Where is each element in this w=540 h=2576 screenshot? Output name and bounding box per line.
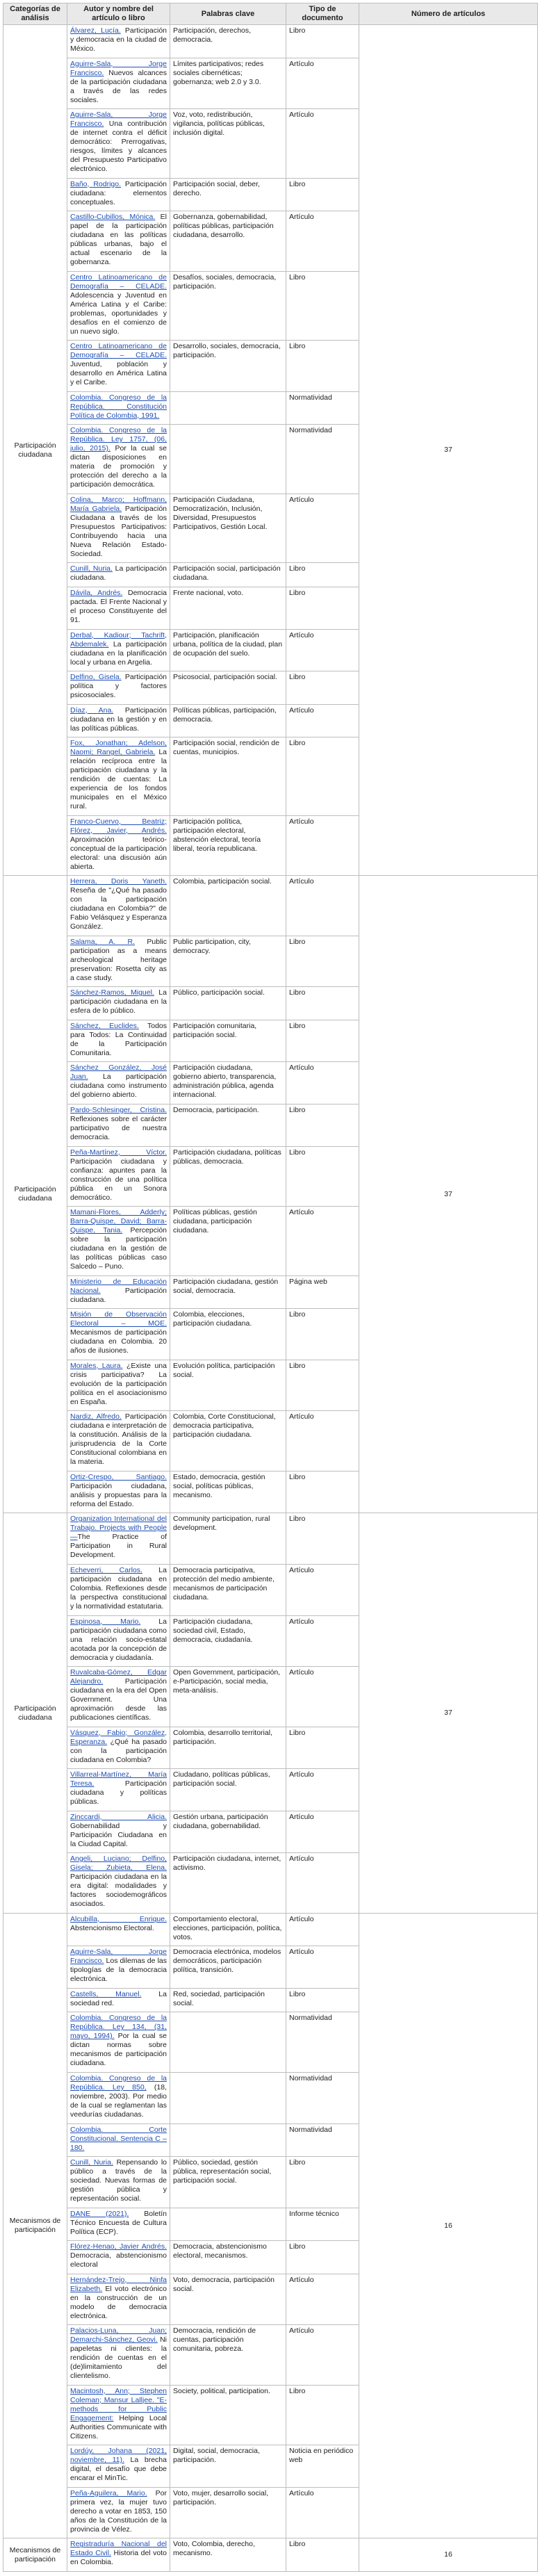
document-type-cell: Libro [286, 671, 359, 705]
reference-cell [67, 2241, 170, 2274]
reference-link[interactable]: Baño, Rodrigo. [70, 179, 122, 188]
keywords-cell: Desarrollo, sociales, democracia, participación. [170, 341, 286, 392]
reference-title: Reflexiones sobre el carácter participativo de nuestra democracia. [70, 1115, 167, 1142]
reference-cell [67, 563, 170, 587]
category-cell: Participación ciudadana [3, 876, 67, 1513]
keywords-cell: Participación social, deber, derecho. [170, 178, 286, 211]
header-autor: Autor y nombre del artículo o libro [67, 3, 170, 25]
document-type-cell: Artículo [286, 1913, 359, 1946]
reference-title: Participación ciudadana e interpretación de la constitución. Análisis de la jurisprudencia de la Corte Constitucional colombiana en la materia. [70, 1412, 167, 1467]
reference-title: Participación ciudadana y políticas públicas. [70, 1779, 167, 1807]
document-type-cell: Libro [286, 587, 359, 630]
keywords-cell: Society, political, participation. [170, 2385, 286, 2445]
reference-link[interactable]: Morales, Laura. [70, 1361, 123, 1370]
keywords-cell [170, 2123, 286, 2157]
reference-link[interactable]: Peña-Aguilera, Mario. [70, 2488, 147, 2497]
keywords-cell: Colombia, Corte Constitucional, democracia participativa, participación ciudadana. [170, 1411, 286, 1472]
keywords-cell [170, 425, 286, 494]
article-count-cell: 37 [359, 25, 538, 876]
reference-cell [67, 1146, 170, 1207]
reference-title: ¿Existe una crisis participativa? La evolución de la participación política en el asociacionismo en España. [70, 1361, 167, 1406]
document-type-cell: Artículo [286, 1811, 359, 1853]
reference-link[interactable]: Colombia. Congreso de la República. Ley 1757, (06, julio, 2015). [70, 426, 167, 453]
document-type-cell: Artículo [286, 109, 359, 179]
reference-link[interactable]: Lordúy, Johana (2021, noviembre, 11). [70, 2447, 167, 2465]
category-cell: Mecanismos de participación [3, 1913, 67, 2538]
keywords-cell: Desafíos, sociales, democracia, participación. [170, 271, 286, 341]
reference-title: La participación ciudadana en la esfera de lo público. [70, 988, 167, 1016]
reference-cell [67, 737, 170, 816]
reference-link[interactable]: Derbal, Kadiour; Tachrift, Abdemalek. [70, 630, 167, 649]
reference-cell [67, 704, 170, 737]
document-type-cell: Artículo [286, 815, 359, 876]
reference-title: Todos para Todos: La Continuidad de la Participación Comunitaria. [70, 1021, 167, 1057]
reference-cell [67, 1913, 170, 1946]
document-type-cell: Libro [286, 737, 359, 816]
keywords-cell: Voz, voto, redistribución, vigilancia, políticas públicas, inclusión digital. [170, 109, 286, 179]
reference-title: Percepción sobre la participación ciudadana en la gestión de las políticas públicas caso Salcedo – Puno. [70, 1226, 167, 1271]
reference-title: Por la cual se dictan normas sobre mecanismos de participación ciudadana. [70, 2032, 167, 2068]
reference-cell [67, 1309, 170, 1360]
table-row [3, 1513, 538, 1565]
reference-link[interactable]: Castillo-Cubillos, Mónica. [70, 213, 156, 222]
reference-cell [67, 2274, 170, 2325]
keywords-cell: Psicosocial, participación social. [170, 671, 286, 705]
document-type-cell: Normatividad [286, 391, 359, 425]
document-type-cell: Artículo [286, 1615, 359, 1667]
reference-link[interactable]: Colina, Marco; Hoffmann, María Gabriela. [70, 495, 167, 513]
reference-title: Por la cual se dictan disposiciones en materia de promoción y protección del derecho a la participación democrática. [70, 444, 167, 489]
reference-title: La participación ciudadana como instrumento del gobierno abierto. [70, 1073, 167, 1100]
reference-cell [67, 425, 170, 494]
header-categoria: Categorías de análisis [3, 3, 67, 25]
reference-title: Ni papeletas ni clientes: la rendición de cuentas en el (de)limitamiento del clientelismo. [70, 2335, 167, 2381]
reference-link[interactable]: Centro Latinoamericano de Demografía – CELADE. [70, 342, 167, 360]
reference-title: La brecha digital, el desafío que debe encarar el MinTic. [70, 2456, 167, 2483]
document-type-cell: Artículo [286, 211, 359, 272]
reference-title: Participación ciudadana: elementos conceptuales. [70, 179, 167, 206]
document-type-cell: Libro [286, 2538, 359, 2572]
reference-link[interactable]: Pardo-Schlesinger, Cristina. [70, 1106, 167, 1115]
reference-cell [67, 1207, 170, 1276]
reference-link[interactable]: Registraduría Nacional del Estado Civil. [70, 2540, 167, 2558]
reference-title: Participación ciudadana en la gestión y en las políticas públicas. [70, 706, 167, 733]
reference-title: Mecanismos de participación ciudadana en Colombia. 20 años de ilusiones. [70, 1328, 167, 1355]
reference-cell [67, 1471, 170, 1513]
reference-link[interactable]: Sánchez-Ramos, Miguel. [70, 988, 154, 997]
reference-cell [67, 876, 170, 936]
table-row [3, 2538, 538, 2572]
reference-cell [67, 109, 170, 179]
reference-cell [67, 1667, 170, 1727]
reference-cell [67, 1513, 170, 1565]
keywords-cell: Participación ciudadana, gestión social, democracia. [170, 1275, 286, 1309]
keywords-cell: Democracia, abstencionismo electoral, mecanismos. [170, 2241, 286, 2274]
reference-link[interactable]: Peña-Martínez, Víctor. [70, 1148, 167, 1157]
reference-cell [67, 2325, 170, 2386]
document-type-cell: Artículo [286, 2487, 359, 2538]
document-type-cell: Libro [286, 1360, 359, 1411]
keywords-cell: Políticas públicas, participación, democracia. [170, 704, 286, 737]
reference-cell [67, 815, 170, 876]
reference-link[interactable]: Espinosa, Mario. [70, 1617, 141, 1626]
keywords-cell [170, 2012, 286, 2073]
document-type-cell: Libro [286, 341, 359, 392]
document-type-cell: Artículo [286, 1207, 359, 1276]
keywords-cell: Gestión urbana, participación ciudadana, gobernabilidad. [170, 1811, 286, 1853]
article-count-cell: 16 [359, 1913, 538, 2538]
document-type-cell: Libro [286, 1471, 359, 1513]
reference-title: El papel de la participación ciudadana en las políticas públicas urbanas, bajo el actual escenario de la gobernanza. [70, 213, 167, 267]
document-type-cell: Libro [286, 178, 359, 211]
reference-link[interactable]: Fox, Jonathan; Adelson, Naomi; Rangel, Gabriela. [70, 739, 167, 757]
document-type-cell: Libro [286, 1513, 359, 1565]
reference-title: Participación ciudadana en la era del Open Government. Una aproximación desde las publicaciones científicas. [70, 1677, 167, 1722]
reference-title: Public participation as a means archeological heritage preservation: Rosetta city as a case study. [70, 937, 167, 982]
reference-link[interactable]: Zinccardi, Alicia. [70, 1812, 167, 1821]
keywords-cell: Participación Ciudadana, Democratización, Inclusión, Diversidad, Presupuestos Participativos, Gestión Local. [170, 494, 286, 563]
keywords-cell: Participación, derechos, democracia. [170, 25, 286, 58]
keywords-cell [170, 2208, 286, 2241]
reference-cell [67, 1615, 170, 1667]
keywords-cell: Participación, planificación urbana, política de la ciudad, plan de ocupación del suelo. [170, 629, 286, 671]
table-body [3, 25, 538, 2572]
reference-cell [67, 1946, 170, 1989]
reference-cell [67, 1360, 170, 1411]
reference-cell [67, 1062, 170, 1104]
reference-cell [67, 936, 170, 987]
reference-title: Historia del voto en Colombia. [70, 2549, 167, 2567]
reference-link[interactable]: Aguirre-Sala, Jorge Francisco. [70, 111, 167, 129]
reference-cell [67, 2157, 170, 2208]
document-type-cell: Informe técnico [286, 2208, 359, 2241]
document-type-cell: Normatividad [286, 2072, 359, 2123]
keywords-cell: Democracia electrónica, modelos democráticos, participación política, transición. [170, 1946, 286, 1989]
document-type-cell: Artículo [286, 1062, 359, 1104]
document-type-cell: Normatividad [286, 425, 359, 494]
document-type-cell: Artículo [286, 1564, 359, 1615]
reference-link[interactable]: Cunill, Nuria. [70, 564, 113, 573]
reference-link[interactable]: Aguirre-Sala, Jorge Francisco. [70, 59, 167, 77]
keywords-cell: Estado, democracia, gestión social, políticas públicas, mecanismo. [170, 1471, 286, 1513]
reference-link[interactable]: Angeli, Luciano; Delfino, Gisela; Zubieta, Elena. [70, 1854, 167, 1873]
keywords-cell: Participación ciudadana, políticas públicas, democracia. [170, 1146, 286, 1207]
keywords-cell: Límites participativos; redes sociales cibernéticas; gobernanza; web 2.0 y 3.0. [170, 58, 286, 109]
reference-link[interactable]: Ruvalcaba-Gómez, Edgar Alejandro. [70, 1668, 167, 1686]
keywords-cell [170, 2072, 286, 2123]
reference-link[interactable]: Álvarez, Lucía. [70, 26, 121, 35]
reference-link[interactable]: Herrera, Doris Yaneth. [70, 877, 167, 886]
table-header-row [3, 3, 538, 25]
reference-link[interactable]: Macintosh, Ann; Stephen Coleman; Mansur Lalljee. "E-methods for Public Engagement: [70, 2386, 167, 2422]
document-type-cell: Artículo [286, 1853, 359, 1914]
reference-title: La participación ciudadana en Colombia. Reflexiones desde la perspectiva constitucional y la normatividad estatutaria. [70, 1565, 167, 1611]
keywords-cell: Red, sociedad, participación social. [170, 1988, 286, 2012]
reference-cell [67, 211, 170, 272]
reference-link[interactable]: Ortiz-Crespo, Santiago. [70, 1472, 167, 1481]
keywords-cell: Participación social, rendición de cuentas, municipios. [170, 737, 286, 816]
reference-cell [67, 2487, 170, 2538]
reference-cell [67, 1411, 170, 1472]
reference-cell [67, 1811, 170, 1853]
reference-title: Juventud, población y desarrollo en América Latina y el Caribe. [70, 360, 167, 387]
document-type-cell: Libro [286, 2241, 359, 2274]
document-type-cell: Artículo [286, 876, 359, 936]
reference-cell [67, 2208, 170, 2241]
reference-link[interactable]: Sánchez, Euclides. [70, 1021, 139, 1030]
keywords-cell: Participación ciudadana, sociedad civil, Estado, democracia, ciudadanía. [170, 1615, 286, 1667]
reference-title: La participación ciudadana como una relación socio-estatal acotada por la concepción de democracia y ciudadanía. [70, 1617, 167, 1662]
reference-link[interactable]: Villarreal-Martínez, María Teresa. [70, 1770, 167, 1788]
document-type-cell: Libro [286, 1988, 359, 2012]
document-type-cell: Normatividad [286, 2012, 359, 2073]
reference-title: Adolescencia y Juventud en América Latina y el Caribe: problemas, oportunidades y desafíos en el comienzo de un nuevo siglo. [70, 291, 167, 336]
reference-link[interactable]: Organization International del Trabajo. Projects with People— [70, 1515, 167, 1542]
reference-title: Democracia, abstencionismo electoral [70, 2251, 167, 2269]
reference-title: El voto electrónico en la construcción de un modelo de democracia electrónica. [70, 2284, 167, 2320]
document-type-cell: Libro [286, 987, 359, 1020]
table-row [3, 1913, 538, 1946]
reference-link[interactable]: Colombia. Congreso de la República. Ley 850, [70, 2073, 167, 2092]
reference-link[interactable]: Mamani-Flores, Adderly; Barra-Quispe, David; Barra-Quispe, Tania. [70, 1208, 167, 1235]
document-type-cell: Noticia en periódico web [286, 2445, 359, 2488]
reference-title: Por primera vez, la mujer tuvo derecho a votar en 1853, 150 años de la Constitución de la provincia de Vélez. [70, 2488, 167, 2534]
keywords-cell: Participación social, participación ciudadana. [170, 563, 286, 587]
document-type-cell: Libro [286, 2385, 359, 2445]
references-table-page [3, 3, 537, 2573]
reference-cell [67, 671, 170, 705]
table-row [3, 25, 538, 58]
reference-link[interactable]: Cunill, Nuria. [70, 2158, 113, 2167]
document-type-cell: Libro [286, 1020, 359, 1062]
reference-link[interactable]: Ministerio de Educación Nacional. [70, 1277, 167, 1295]
reference-link[interactable]: DANE (2021). [70, 2209, 129, 2218]
reference-cell [67, 341, 170, 392]
reference-cell [67, 1853, 170, 1914]
reference-title: Los dilemas de las tipologías de la democracia electrónica. [70, 1957, 167, 1984]
reference-cell [67, 587, 170, 630]
reference-title: Boletín Técnico Encuesta de Cultura Política (ECP). [70, 2209, 167, 2236]
keywords-cell: Democracia participativa, protección del medio ambiente, mecanismos de participación ciudadana. [170, 1564, 286, 1615]
reference-link[interactable]: Flórez-Henao, Javier Andrés. [70, 2242, 167, 2251]
reference-link[interactable]: Díaz, Ana. [70, 706, 114, 715]
reference-cell [67, 178, 170, 211]
reference-cell [67, 2072, 170, 2123]
reference-title: La sociedad red. [70, 1989, 167, 2007]
reference-link[interactable]: Dávila, Andrés. [70, 589, 123, 598]
reference-link[interactable]: Colombia. Congreso de la República. Ley 134, (31, mayo, 1994). [70, 2014, 167, 2041]
reference-link[interactable]: Vásquez, Fabio; González, Esperanza. [70, 1728, 167, 1746]
keywords-cell: Community participation, rural development. [170, 1513, 286, 1565]
keywords-cell: Público, sociedad, gestión pública, representación social, participación social. [170, 2157, 286, 2208]
reference-title: Democracia pactada. El Frente Nacional y el proceso Constituyente del 91. [70, 589, 167, 625]
reference-title: Participación Ciudadana a través de los Presupuestos Participativos: Contribuyendo hacia una Nueva Relación Estado-Sociedad. [70, 504, 167, 558]
keywords-cell: Políticas públicas, gestión ciudadana, participación ciudadana. [170, 1207, 286, 1276]
reference-cell [67, 1988, 170, 2012]
reference-title: Gobernabilidad y Participación Ciudadana en la Ciudad Capital. [70, 1821, 167, 1848]
document-type-cell: Artículo [286, 2274, 359, 2325]
keywords-cell: Digital, social, democracia, participación. [170, 2445, 286, 2488]
category-cell: Mecanismos de participación [3, 2538, 67, 2572]
document-type-cell: Artículo [286, 1411, 359, 1472]
reference-title: ¿Qué ha pasado con la participación ciudadana en Colombia? [70, 1737, 167, 1764]
reference-title: La relación recíproca entre la participación ciudadana y la rendición de cuentas: La experiencia de los fondos municipales en el México rural. [70, 748, 167, 811]
reference-title: Una contribución de internet contra el déficit democrático: Prerrogativas, riesgos, límites y alcances del Presupuesto Participativo electrónico. [70, 120, 167, 174]
document-type-cell: Libro [286, 1104, 359, 1147]
document-type-cell: Artículo [286, 1769, 359, 1811]
reference-title: Repensando lo público a través de la sociedad. Nuevas formas de gestión pública y representación social. [70, 2158, 167, 2203]
reference-title: The Practice of Participation in Rural Development. [70, 1533, 167, 1560]
reference-title: Participación política y factores psicosociales. [70, 673, 167, 700]
category-cell: Participación ciudadana [3, 25, 67, 876]
keywords-cell: Gobernanza, gobernabilidad, políticas públicas, participación ciudadana, desarrollo. [170, 211, 286, 272]
keywords-cell [170, 391, 286, 425]
reference-link[interactable]: Delfino, Gisela. [70, 673, 122, 682]
reference-title: Participación y democracia en la ciudad de México. [70, 26, 167, 53]
keywords-cell: Participación política, participación electoral, abstención electoral, teoría liberal, teoría republicana. [170, 815, 286, 876]
reference-link[interactable]: Centro Latinoamericano de Demografía – CELADE. [70, 272, 167, 291]
reference-link[interactable]: Salama, A. R. [70, 937, 136, 946]
document-type-cell: Libro [286, 1146, 359, 1207]
reference-cell [67, 1275, 170, 1309]
keywords-cell: Colombia, elecciones, participación ciudadana. [170, 1309, 286, 1360]
document-type-cell: Página web [286, 1275, 359, 1309]
document-type-cell: Libro [286, 1727, 359, 1769]
keywords-cell: Colombia, participación social. [170, 876, 286, 936]
reference-link[interactable]: Nardiz, Alfredo. [70, 1412, 122, 1421]
reference-link[interactable]: Sánchez González, José Juan. [70, 1063, 167, 1082]
document-type-cell: Artículo [286, 1946, 359, 1989]
article-count-cell: 37 [359, 876, 538, 1513]
reference-link[interactable]: Alcubilla, Enrique. [70, 1914, 167, 1923]
document-type-cell: Libro [286, 563, 359, 587]
document-type-cell: Artículo [286, 704, 359, 737]
reference-title: Participación ciudadana. [70, 1286, 167, 1304]
reference-link[interactable]: Franco-Cuervo, Beatriz; Flórez, Javier, Andrés. [70, 817, 167, 835]
header-palabras: Palabras clave [170, 3, 286, 25]
keywords-cell: Voto, mujer, desarrollo social, participación. [170, 2487, 286, 2538]
keywords-cell: Open Government, participación, e-Participación, social media, meta-análisis. [170, 1667, 286, 1727]
reference-cell [67, 987, 170, 1020]
reference-title: Nuevos alcances de la participación ciudadana a través de las redes sociales. [70, 68, 167, 104]
keywords-cell: Público, participación social. [170, 987, 286, 1020]
reference-title: Participación ciudadana en la era digital: modalidades y factores sociodemográficos asociados. [70, 1873, 167, 1909]
reference-cell [67, 1769, 170, 1811]
references-table [3, 3, 538, 2572]
reference-title: La participación ciudadana. [70, 564, 167, 582]
document-type-cell: Libro [286, 1309, 359, 1360]
reference-link[interactable]: Castells, Manuel. [70, 1989, 142, 1998]
reference-cell [67, 1020, 170, 1062]
article-count-cell: 16 [359, 2538, 538, 2572]
reference-cell [67, 1564, 170, 1615]
document-type-cell: Normatividad [286, 2123, 359, 2157]
keywords-cell: Evolución política, participación social. [170, 1360, 286, 1411]
keywords-cell: Participación ciudadana, internet, activismo. [170, 1853, 286, 1914]
keywords-cell: Democracia, participación. [170, 1104, 286, 1147]
reference-cell [67, 1727, 170, 1769]
reference-title: Aproximación teórico-conceptual de la participación electoral: una discusión aún abierta. [70, 835, 167, 871]
reference-title: (18, noviembre, 2003). Por medio de la cual se reglamentan las veedurías ciudadanas. [70, 2082, 167, 2119]
keywords-cell: Participación comunitaria, participación social. [170, 1020, 286, 1062]
reference-cell [67, 2123, 170, 2157]
reference-title: Participación ciudadana y confianza: apuntes para la construcción de una política pública en un Sonora democrático. [70, 1157, 167, 1202]
header-numero: Número de artículos [359, 3, 538, 25]
keywords-cell: Democracia, rendición de cuentas, participación comunitaria, pobreza. [170, 2325, 286, 2386]
document-type-cell: Libro [286, 2157, 359, 2208]
header-tipo: Tipo de documento [286, 3, 359, 25]
document-type-cell: Libro [286, 25, 359, 58]
document-type-cell: Artículo [286, 2325, 359, 2386]
reference-title: Participación ciudadana, análisis y propuestas para la reforma del Estado. [70, 1481, 167, 1508]
reference-cell [67, 391, 170, 425]
document-type-cell: Artículo [286, 494, 359, 563]
reference-link[interactable]: Hernández-Trejo, Ninfa Elizabeth. [70, 2275, 167, 2293]
reference-link[interactable]: Misión de Observación Electoral – MOE. [70, 1310, 167, 1328]
reference-cell [67, 2012, 170, 2073]
reference-link[interactable]: Aguirre-Sala, Jorge Francisco. [70, 1948, 167, 1966]
document-type-cell: Libro [286, 936, 359, 987]
reference-cell [67, 25, 170, 58]
reference-cell [67, 2445, 170, 2488]
reference-cell [67, 2538, 170, 2572]
reference-title: Abstencionismo Electoral. [70, 1923, 154, 1932]
keywords-cell: Frente nacional, voto. [170, 587, 286, 630]
keywords-cell: Voto, democracia, participación social. [170, 2274, 286, 2325]
document-type-cell: Artículo [286, 629, 359, 671]
reference-cell [67, 629, 170, 671]
keywords-cell: Participación ciudadana, gobierno abierto, transparencia, administración pública, agenda internacional. [170, 1062, 286, 1104]
reference-title: Helping Local Authorities Communicate with Citizens. [70, 2413, 167, 2440]
reference-cell [67, 58, 170, 109]
reference-link[interactable]: Palacios-Luna, Juan; Demarchi-Sánchez, Geovi. [70, 2326, 167, 2345]
keywords-cell: Ciudadano, políticas públicas, participación social. [170, 1769, 286, 1811]
reference-cell [67, 271, 170, 341]
document-type-cell: Libro [286, 271, 359, 341]
table-row [3, 876, 538, 936]
document-type-cell: Artículo [286, 58, 359, 109]
keywords-cell: Comportamiento electoral, elecciones, participación, política, votos. [170, 1913, 286, 1946]
category-cell: Participación ciudadana [3, 1513, 67, 1913]
keywords-cell: Colombia, desarrollo territorial, participación. [170, 1727, 286, 1769]
document-type-cell: Artículo [286, 1667, 359, 1727]
keywords-cell: Public participation, city, democracy. [170, 936, 286, 987]
reference-link[interactable]: Colombia. Congreso de la República. Constitución Política de Colombia, 1991. [70, 393, 167, 420]
article-count-cell: 37 [359, 1513, 538, 1913]
reference-cell [67, 494, 170, 563]
reference-link[interactable]: Colombia. Corte Constitucional. Sentencia C – 180. [70, 2125, 167, 2152]
reference-cell [67, 1104, 170, 1147]
reference-title: La participación ciudadana en la planificación local y urbana en Argelia. [70, 639, 167, 667]
reference-cell [67, 2385, 170, 2445]
keywords-cell: Voto, Colombia, derecho, mecanismo. [170, 2538, 286, 2572]
reference-link[interactable]: Echeverri, Carlos. [70, 1565, 142, 1574]
reference-title: Reseña de "¿Qué ha pasado con la participación ciudadana en Colombia?" de Fabio Velásquez y Esperanza González. [70, 886, 167, 931]
